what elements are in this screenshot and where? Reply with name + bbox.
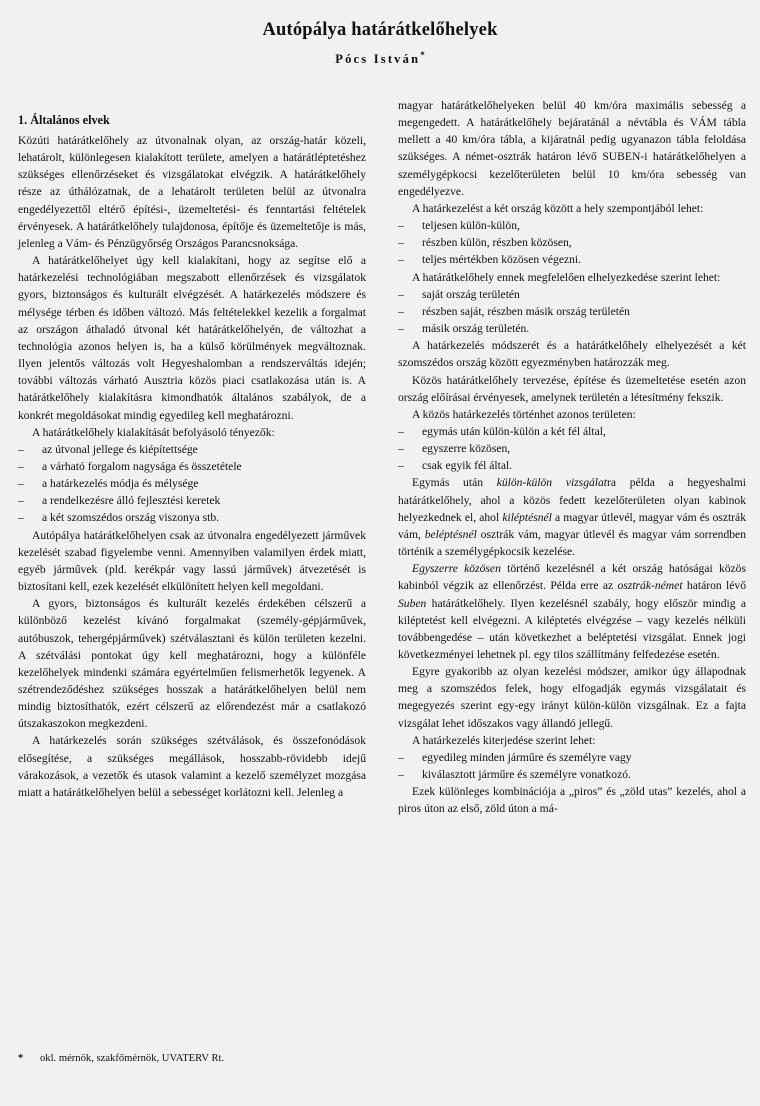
extent-list [398,749,746,783]
paragraph: A közös határkezelés történhet azonos területen: [412,407,636,421]
paragraph: A határátkelőhely kialakítását befolyásoló tényezők: [32,425,275,439]
emphasis: kiléptésnél [502,510,552,524]
list-item: – teljesen külön-külön, [398,217,746,234]
emphasis: osztrák-német [617,579,683,593]
footnote-text: okl. mérnök, szakfőmérnök, UVATERV Rt. [40,1053,225,1064]
paragraph [398,474,746,560]
emphasis: Suben [398,596,427,610]
emphasis: beléptésnél [424,527,477,541]
paragraph: Közös határátkelőhely tervezése, építése és üzemeltetése esetén azon ország előírásai érvényesek, amelynek területén a létesítmény fekszik. [398,373,746,404]
text-run: határon lévő [682,579,746,593]
section-heading: 1. Általános elvek [18,113,110,127]
emphasis: Egyszerre közösen [412,562,501,576]
list-item: – a határkezelés módja és mélysége [18,475,366,492]
list-item: – saját ország területén [398,286,746,303]
list-item: – a rendelkezésre álló fejlesztési keretek [18,492,366,509]
footnote-mark: * [18,1053,24,1064]
right-column [398,97,746,818]
paragraph: A határátkelőhely ennek megfelelően elhelyezkedése szerint lehet: [412,270,721,284]
paragraph: Közúti határátkelőhely az útvonalnak olyan, az ország-határ közeli, lehatárolt, különlegesen kialakított területe, amelyen a határátléptetéshez szükséges ellenőrzéseket és vizsgálatokat elvégzik. A határátkelőhely része az úthálózatnak, de a lehatárolt területen belül az útvonalra engedélyezettől eltérő építési-, üzemeltetési- és fenntartási feltételek érvényesek. A határátkelőhely tulajdonosa, építője és üzemeltetője is más, jelenleg a Vám- és Pénzügyőrség Országos Parancsnoksága. [18,134,366,250]
author-line [0,50,760,67]
list-item: – másik ország területén. [398,320,746,337]
list-item: – a két szomszédos ország viszonya stb. [18,509,366,526]
paragraph: Egyre gyakoribb az olyan kezelési módszer, amikor úgy állapodnak meg a szomszédos felek, hogy elfogadják egymás vizsgálatait és megegyezés szerint egy-egy irányt külön-külön vizsgálnak. Ez a fajta vizsgálat lehet időszakos vagy állandó jellegű. [398,665,746,730]
text-run: határátkelőhely. Ilyen kezelésnél szabály, hogy először mindig a kiléptetést kell elvégezni. A kiléptetés elvégzése – vagy kezelés nélküli továbbengedése – után következhet a beléptetési vizsgálat. Ennek jogi következményei lehetnek pl. egy tilos szállítmány felfedezése esetén. [398,596,746,661]
text-run: történő kezelésnél a két ország hatóságai közös kabinból végzik az ellenőrzést. Példa erre az [398,562,746,593]
list-item: – csak egyik fél által. [398,457,746,474]
list-item: – egyszerre közösen, [398,440,746,457]
list-item: – részben saját, részben másik ország területén [398,303,746,320]
paragraph: A határkezelés módszerét és a határátkelőhely elhelyezését a két szomszédos ország között egyezményben határozzák meg. [398,339,746,370]
paragraph: A határkezelés kiterjedése szerint lehet: [412,733,596,747]
author-name: Pócs István [335,52,421,67]
paragraph: A határkezelést a két ország között a hely szempontjából lehet: [412,201,704,215]
paragraph: A határkezelés során szükséges szétválások, és összefonódások elősegítése, a szükséges megállások, hosszabb-rövidebb idejű várakozások, a vezetők és utasok valamint a kezelő személyzet mozgása miatt a határátkelőhelyen belül a sebességet korlátozni kell. Jelenleg a [18,734,366,799]
position-list [398,286,746,337]
text-run: Egymás után [412,476,497,490]
list-item: – egyedileg minden járműre és személyre vagy [398,749,746,766]
paragraph: magyar határátkelőhelyeken belül 40 km/óra maximális sebesség a megengedett. A határátkelőhely bejáratánál a névtábla és VÁM tábla mellett a 40 km/óra tábla, a kijáratnál pedig ugyanazon tábla feloldása szükséges. A német-osztrák határon lévő SUBEN-i határátkelőhelyen a személygépkocsi kezelőterületen belül 10 km/óra sebesség van engedélyezve. [398,99,746,198]
list-item: – kiválasztott járműre és személyre vonatkozó. [398,766,746,783]
list-item: – teljes mértékben közösen végezni. [398,251,746,268]
paragraph: Ezek különleges kombinációja a „piros” és „zöld utas” kezelés, ahol a piros úton az első, zöld úton a má- [398,785,746,816]
paragraph [398,560,746,663]
paragraph: A gyors, biztonságos és kulturált kezelés érdekében célszerű a különböző kezelést kívánó forgalmakat (személy-gépjárművek, autóbuszok, tehergépjárművek) szétválasztani és külön területen kezelni. A szétválási pontokat úgy kell meghatározni, hogy a különféle kezelőhelyek mindenki számára egyértelműen felismerhetők legyenek. A szétrendeződéshez szükséges hosszak a határátkelőhelyen belül nem mindig biztosíthatók, ezért célszerű az előrendezést már a csatlakozó útszakaszokon megkezdeni. [18,597,366,731]
author-footnote-mark: * [420,50,425,60]
list-item: – részben külön, részben közösen, [398,234,746,251]
location-mode-list [398,217,746,268]
list-item: – az útvonal jellege és kiépítettsége [18,441,366,458]
paragraph: A határátkelőhelyet úgy kell kialakítani, hogy az segítse elő a határkezelési technológiában megszabott ellenőrzések és vizsgálatok gyors, biztonságos és kulturált elvégzését. A határkezelés módszere és mélysége térben és időben változó. Más feltételekkel kezelik a forgalmat az országon áthaladó útvonal két határátkelőhelyén, de változhat a technológia azonos helyen is, ha a külső körülmények megváltoznak. Ilyen jelentős változás volt Hegyeshalomban a rendszerváltás idején; további változás várható Ausztria közös piaci csatlakozása után is. A határátkelőhely kialakításra kimondhatók általános szabályok, de a konkrét megoldásokat mindig egyedileg kell meghatározni. [18,254,366,422]
page-title: Autópálya határátkelőhelyek [262,20,498,40]
factor-list [18,441,366,527]
list-item: – a várható forgalom nagysága és összetétele [18,458,366,475]
text-run: ra példa a hegyeshalmi határátkelőhely, ahol a közös fedett kezelőterületen olyan kabinok helyezkednek el, ahol [398,476,746,524]
footnote [18,1052,358,1066]
text-run: osztrák vám, magyar útlevél és magyar vám sorrendben történik a személygépkocsik kezelése. [398,527,746,559]
left-column [18,112,366,801]
text-run: a magyar útlevél, magyar vám és osztrák vám, [398,510,746,541]
list-item: – egymás után külön-külön a két fél által, [398,423,746,440]
paragraph: Autópálya határátkelőhelyen csak az útvonalra engedélyezett járművek kezelését szabad figyelembe venni. Amennyiben valamilyen érdek miatt, egyéb járművek (pld. kerékpár vagy lassú járművek) átvezetését is biztosítani kell, ezek kezelését elkülönített helyen kell megoldani. [18,528,366,594]
emphasis: külön-külön vizsgálat [496,476,608,490]
joint-handling-list [398,423,746,474]
